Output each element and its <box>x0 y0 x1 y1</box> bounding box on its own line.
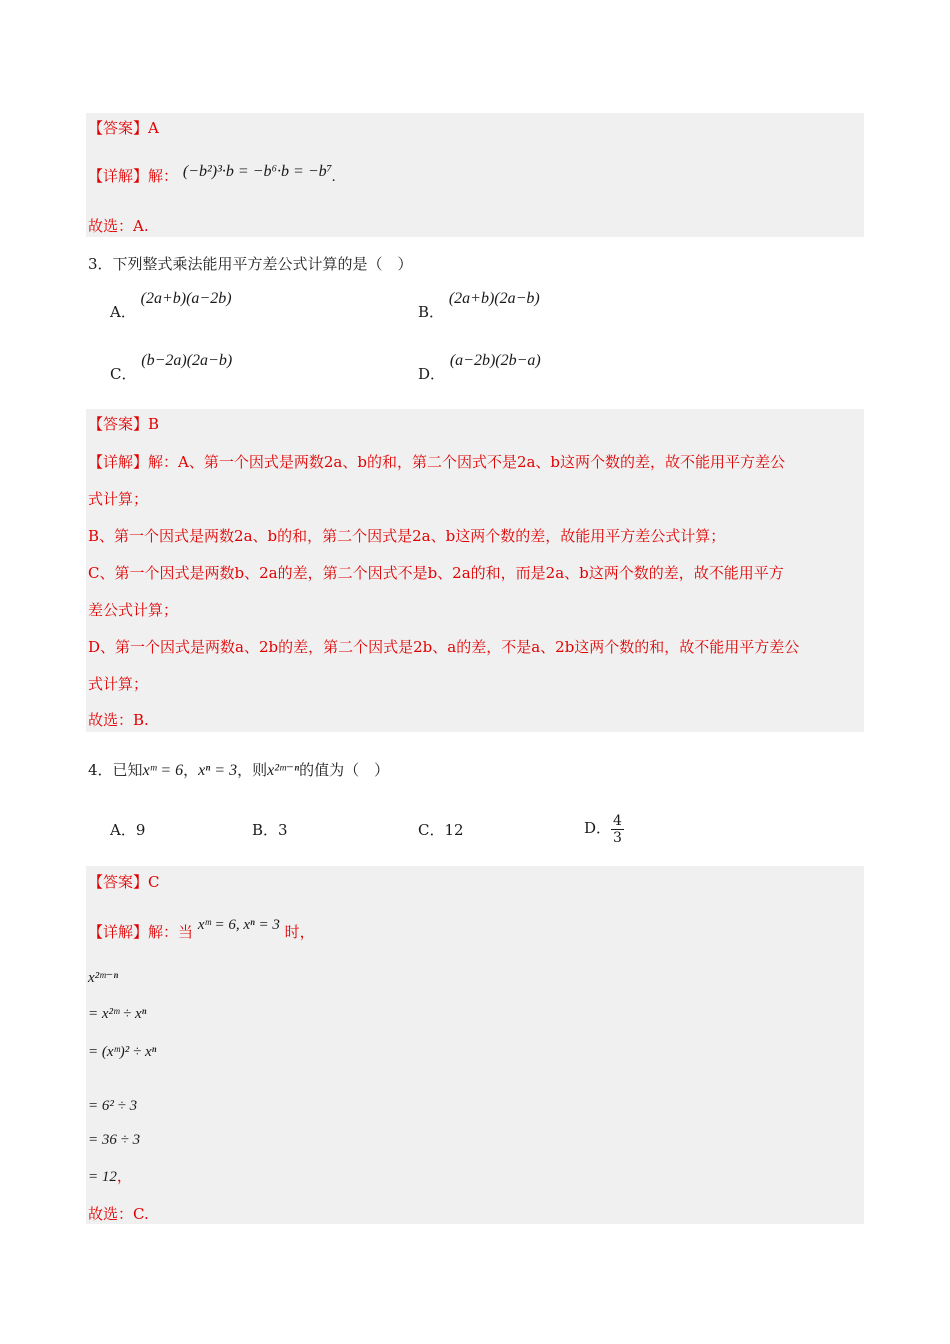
step-comma: ， <box>116 1167 132 1185</box>
detail-line-q2: 【详解】解： (−b²)³·b = −b⁶·b = −b⁷. <box>88 163 336 185</box>
option-value: 9 <box>135 821 146 839</box>
question-q3 <box>88 254 413 274</box>
question-prefix: 已知 <box>112 761 143 779</box>
fraction-numerator: 4 <box>613 812 622 829</box>
answer-value: A <box>148 119 159 137</box>
fraction-denominator: 3 <box>613 829 622 846</box>
end-line-q2: 故选：A. <box>88 217 149 235</box>
question-text: 下列整式乘法能用平方差公式计算的是（ ） <box>112 255 413 273</box>
target-expr: x²ᵐ⁻ⁿ <box>267 762 300 779</box>
detail-prefix: 解：当 <box>148 923 194 941</box>
detail-line-q3-3: B、第一个因式是两数2a、b的和，第二个因式是2a、b这两个数的差，故能用平方差公式计算； <box>88 527 726 545</box>
condition-2: xⁿ = 3 <box>198 762 238 779</box>
option-label: B． <box>252 821 279 839</box>
detail-line-q3-2: 式计算； <box>88 490 149 508</box>
option-c-q3 <box>110 350 233 383</box>
option-expr: (b−2a)(2a−b) <box>141 352 233 369</box>
detail-text: 解：A、第一个因式是两数2a、b的和，第二个因式不是2a、b这两个数的差，故不能用平方差公 <box>148 453 786 471</box>
option-label: D． <box>584 819 612 837</box>
detail-line-q3-6: D、第一个因式是两数a、2b的差，第二个因式是2b、a的差，不是a、2b这两个数的和，故不能用平方差公 <box>88 638 800 656</box>
detail-tag: 【详解】 <box>88 923 149 941</box>
detail-tag: 【详解】 <box>88 167 149 185</box>
step-4: = 6² ÷ 3 <box>88 1098 138 1114</box>
answer-value: C <box>148 873 160 891</box>
option-label: D． <box>418 365 446 383</box>
option-a-q4 <box>110 820 145 840</box>
detail-formula: (−b²)³·b = −b⁶·b = −b⁷ <box>182 163 333 180</box>
condition-1: xᵐ = 6 <box>142 762 184 779</box>
separator: ， <box>183 761 199 779</box>
option-d-q3 <box>418 350 541 383</box>
detail-tag: 【详解】 <box>88 453 149 471</box>
option-a-q3 <box>110 288 232 321</box>
detail-line-q3-5: 差公式计算； <box>88 601 179 619</box>
option-value: 3 <box>278 821 288 839</box>
answer-line-q4 <box>88 872 160 892</box>
option-label: C． <box>418 821 445 839</box>
option-label: B． <box>418 303 445 321</box>
option-expr: (a−2b)(2b−a) <box>449 352 541 369</box>
answer-line-q2 <box>88 118 159 138</box>
answer-line-q3 <box>88 414 159 434</box>
option-label: A． <box>110 821 136 839</box>
step-3: = (xᵐ)² ÷ xⁿ <box>88 1044 157 1060</box>
detail-condition: xᵐ = 6, xⁿ = 3 <box>197 917 280 933</box>
answer-value: B <box>148 415 160 433</box>
end-line-q4: 故选：C. <box>88 1205 149 1223</box>
fraction <box>611 813 624 846</box>
option-expr: (2a+b)(2a−b) <box>448 290 540 307</box>
question-suffix: 的值为（ ） <box>299 761 390 779</box>
option-value: 12 <box>444 821 464 839</box>
step-2: = x²ᵐ ÷ xⁿ <box>88 1006 147 1022</box>
detail-line-q3-1 <box>88 452 785 472</box>
option-b-q4 <box>252 820 288 840</box>
answer-tag: 【答案】 <box>88 119 149 137</box>
detail-prefix: 解： <box>148 167 179 185</box>
question-q4 <box>88 760 389 781</box>
detail-suffix: 时， <box>284 923 315 941</box>
option-label: A． <box>110 303 136 321</box>
end-line-q3: 故选：B. <box>88 711 149 729</box>
option-label: C． <box>110 365 137 383</box>
detail-line-q3-7: 式计算； <box>88 675 149 693</box>
question-number: 4． <box>88 761 113 779</box>
answer-tag: 【答案】 <box>88 873 149 891</box>
answer-tag: 【答案】 <box>88 415 149 433</box>
option-d-q4 <box>584 808 624 848</box>
option-b-q3 <box>418 288 540 321</box>
option-c-q4 <box>418 820 464 840</box>
step-6-line <box>88 1166 132 1187</box>
step-1: x²ᵐ⁻ⁿ <box>88 970 119 986</box>
detail-line-q4 <box>88 917 315 943</box>
detail-line-q3-4: C、第一个因式是两数b、2a的差，第二个因式不是b、2a的和，而是2a、b这两个数的差，故不能用平方 <box>88 564 784 582</box>
step-5: = 36 ÷ 3 <box>88 1132 141 1148</box>
step-6: = 12 <box>88 1169 117 1185</box>
question-number: 3． <box>88 255 113 273</box>
option-expr: (2a+b)(a−2b) <box>140 290 232 307</box>
question-mid: ，则 <box>237 761 268 779</box>
